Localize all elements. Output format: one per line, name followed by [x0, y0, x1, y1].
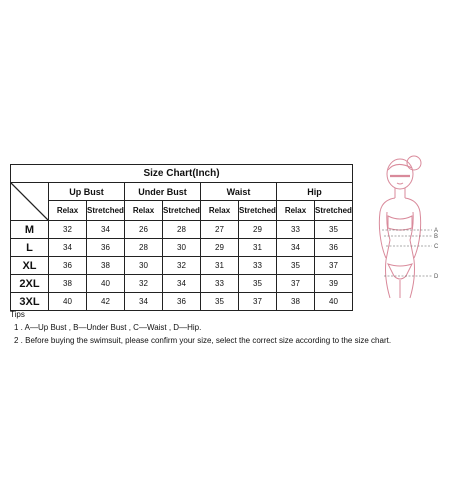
body-measurement-figure	[366, 148, 452, 310]
mouth-shape	[397, 183, 403, 184]
table-cell: 32	[125, 275, 163, 293]
table-row	[11, 221, 353, 239]
subheader-relax: Relax	[49, 201, 87, 221]
table-cell: 28	[163, 221, 201, 239]
label-a: A	[434, 228, 439, 234]
table-cell: 29	[201, 239, 239, 257]
tip-line-2: 2 . Before buying the swimsuit, please confirm your size, select the correct size according to the size chart.	[14, 336, 392, 345]
subheader-relax: Relax	[201, 201, 239, 221]
table-cell: 40	[315, 293, 353, 311]
table-cell: 31	[239, 239, 277, 257]
table-cell: 37	[239, 293, 277, 311]
table-cell: 34	[49, 239, 87, 257]
subheader-stretched: Stretched	[239, 201, 277, 221]
tips-section	[10, 308, 391, 347]
table-cell: 35	[315, 221, 353, 239]
table-cell: 28	[125, 239, 163, 257]
group-header-waist: Waist	[201, 183, 277, 201]
table-cell: 37	[277, 275, 315, 293]
table-cell: 35	[277, 257, 315, 275]
header-corner-cell	[11, 183, 49, 221]
table-cell: 40	[49, 293, 87, 311]
table-row	[11, 239, 353, 257]
table-cell: 27	[201, 221, 239, 239]
label-b: B	[434, 234, 439, 240]
size-label: M	[11, 221, 49, 239]
table-cell: 36	[163, 293, 201, 311]
table-cell: 39	[315, 275, 353, 293]
table-cell: 35	[239, 275, 277, 293]
table-cell: 36	[49, 257, 87, 275]
size-label: XL	[11, 257, 49, 275]
swim-bottom-shape	[388, 264, 412, 279]
table-cell: 38	[87, 257, 125, 275]
table-cell: 34	[277, 239, 315, 257]
body-outline-illustration	[366, 148, 452, 310]
table-cell: 36	[87, 239, 125, 257]
tip-line-1: 1 . A—Up Bust , B—Under Bust , C—Waist , D—Hip.	[14, 323, 202, 332]
subheader-stretched: Stretched	[315, 201, 353, 221]
group-header-under-bust: Under Bust	[125, 183, 201, 201]
table-cell: 34	[163, 275, 201, 293]
table-cell: 35	[201, 293, 239, 311]
label-c: C	[434, 244, 439, 250]
table-cell: 32	[49, 221, 87, 239]
table-cell: 26	[125, 221, 163, 239]
table-cell: 40	[87, 275, 125, 293]
table-cell: 34	[87, 221, 125, 239]
table-cell: 33	[201, 275, 239, 293]
table-cell: 38	[49, 275, 87, 293]
label-d: D	[434, 274, 439, 280]
subheader-stretched: Stretched	[163, 201, 201, 221]
table-cell: 37	[315, 257, 353, 275]
size-label: 2XL	[11, 275, 49, 293]
table-cell: 30	[163, 239, 201, 257]
corner-diagonal	[11, 183, 48, 220]
table-cell: 30	[125, 257, 163, 275]
subheader-stretched: Stretched	[87, 201, 125, 221]
table-cell: 32	[163, 257, 201, 275]
swim-top-shape	[388, 216, 412, 230]
group-header-hip: Hip	[277, 183, 353, 201]
table-row	[11, 275, 353, 293]
size-chart-table	[10, 164, 353, 311]
table-cell: 33	[277, 221, 315, 239]
table-cell: 29	[239, 221, 277, 239]
table-row	[11, 257, 353, 275]
table-cell: 42	[87, 293, 125, 311]
table-title: Size Chart(Inch)	[11, 165, 353, 183]
table-cell: 33	[239, 257, 277, 275]
size-label: L	[11, 239, 49, 257]
table-cell: 31	[201, 257, 239, 275]
table-cell: 36	[315, 239, 353, 257]
table-cell: 38	[277, 293, 315, 311]
group-header-up-bust: Up Bust	[49, 183, 125, 201]
subheader-relax: Relax	[277, 201, 315, 221]
size-label: 3XL	[11, 293, 49, 311]
subheader-relax: Relax	[125, 201, 163, 221]
table-cell: 34	[125, 293, 163, 311]
tips-heading: Tips	[10, 310, 25, 319]
